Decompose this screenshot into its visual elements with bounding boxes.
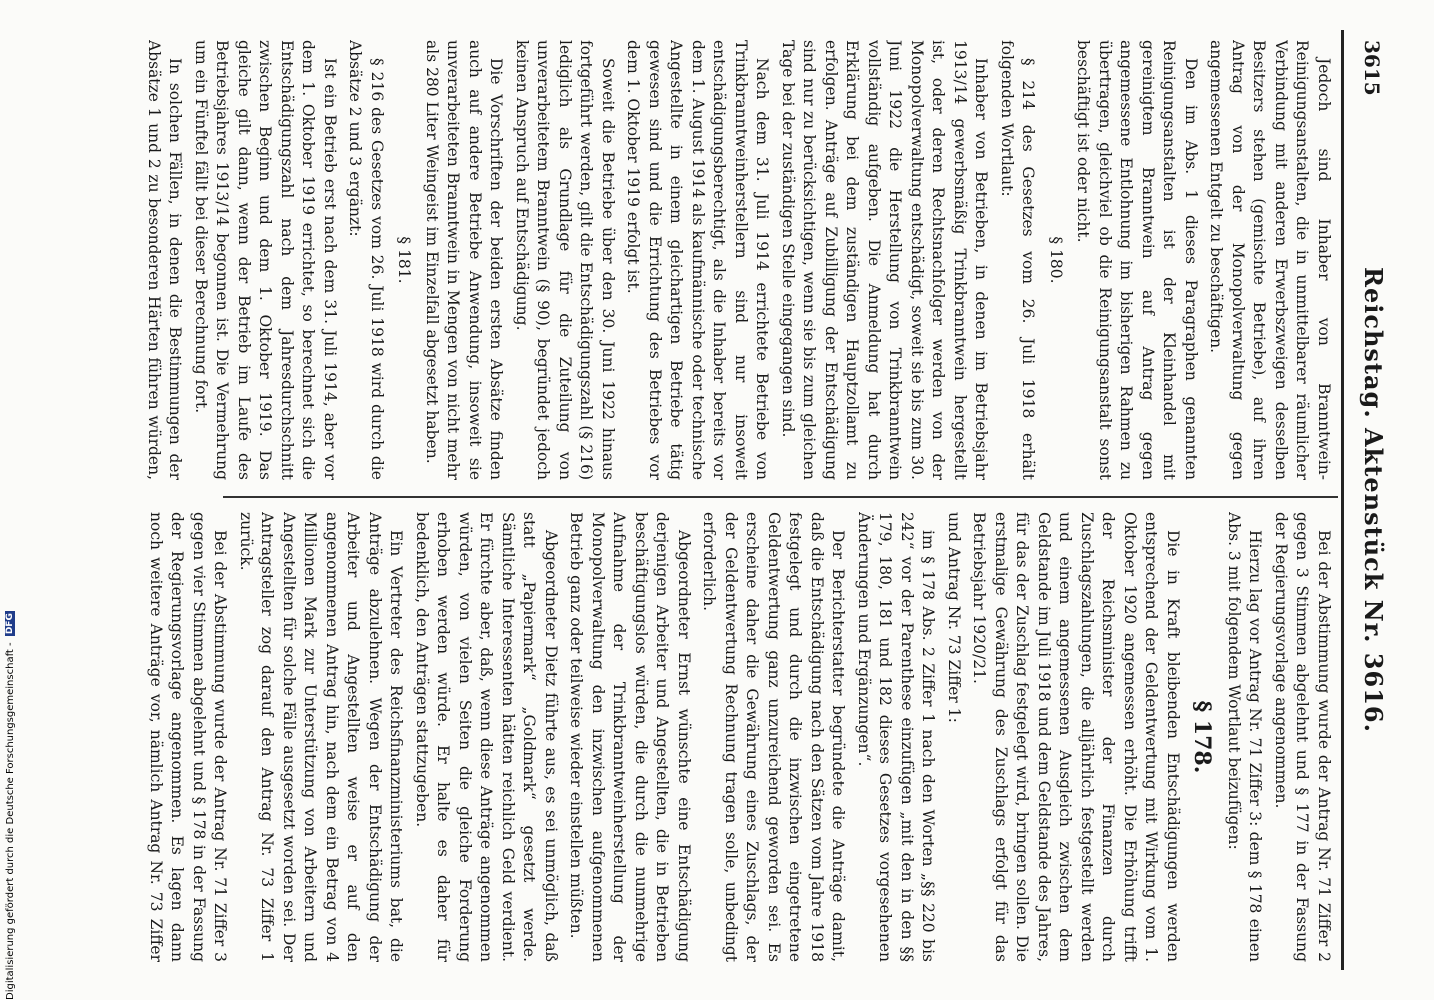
right-column bbox=[144, 512, 1334, 962]
page-number: 3615 bbox=[1360, 40, 1384, 96]
paragraph: Die in Kraft bleibenden Entschädigungen werden entsprechend der Geldentwertung mit Wirkung vom 1. Oktober 1920 angemessen erhöht. Die Erhöhung trifft der Reichsminister der Finanzen durch Zuschlagszahlungen, die alljährlich festgestellt werden und einem angemessenen Ausgleich zwischen dem Geldstande im Juli 1918 und dem Geldstande des Jahres, für das der Zuschlag festgelegt wird, bringen sollen. Die erstmalige Gewährung des Zuschlags erfolgt für das Betriebsjahr 1920/21. bbox=[970, 512, 1182, 962]
paragraph: Soweit die Betriebe über den 30. Juni 1922 hinaus fortgeführt werden, gilt die Entschädigungszahl (§ 216) lediglich als Grundlage für die Zuteilung von unverarbeitetem Branntwein (§ 90), begründet jedoch keinen Anspruch auf Entschädigung. bbox=[513, 40, 617, 480]
paragraph: Hierzu lag vor Antrag Nr. 71 Ziffer 3: dem § 178 einen Abs. 3 mit folgendem Wortlaut beizufügen: bbox=[1225, 512, 1265, 962]
rotated-document-page bbox=[100, 0, 1390, 1000]
dfg-logo-icon: DFG bbox=[5, 613, 15, 635]
paragraph: Inhaber von Betrieben, in denen im Betriebsjahr 1913/14 gewerbsmäßig Trinkbranntwein hergestellt ist, oder deren Rechtsnachfolger werden von der Monopolverwaltung entschädigt, soweit sie bis zum 30. Juni 1922 die Herstellung von Trinkbranntwein vollständig aufgeben. Die Anmeldung hat durch Erklärung bei dem zuständigen Hauptzollamt zu erfolgen. Anträge auf Zubilligung der Entschädigung sind nur zu berücksichtigen, wenn sie bis zum gleichen Tage bei der zuständigen Stelle eingegangen sind. bbox=[779, 40, 991, 480]
paragraph: und Antrag Nr. 73 Ziffer 1: bbox=[945, 512, 963, 723]
paragraph: § 214 des Gesetzes vom 26. Juli 1918 erhält folgenden Wortlaut: bbox=[998, 40, 1038, 480]
paragraph: Abgeordneter Dietz führte aus, es sei unmöglich, daß statt „Papiermark“ „Goldmark“ gesetzt werde. Sämtliche Interessenten hätten reichlich Geld verdient. Er fürchte aber, daß, wenn diese Anträge angenommen würden, von vielen Seiten die gleiche Forderung erhoben werden würde. Er halte es daher für bedenklich, den Anträgen stattzugeben. bbox=[413, 512, 560, 962]
section-heading: § 180. bbox=[1047, 236, 1065, 284]
section-heading-large: § 178. bbox=[1189, 700, 1216, 774]
section-heading: § 181. bbox=[395, 236, 414, 284]
column-divider bbox=[223, 496, 1338, 498]
paragraph: Bei der Abstimmung wurde der Antrag Nr. 71 Ziffer 2 gegen 3 Stimmen abgelehnt und § 177 in der Fassung der Regierungsvorlage angenommen. bbox=[1272, 512, 1333, 962]
paragraph: im § 178 Abs. 2 Ziffer 1 nach den Worten „§§ 220 bis 242“ vor der Parenthese einzufügen „mit den in den §§ 179, 180, 181 und 182 dieses Gesetzes vorgesehenen Änderungen und Ergänzungen“. bbox=[855, 512, 938, 962]
page-title: Reichstag. Aktenstück Nr. 3616. bbox=[1359, 267, 1388, 733]
paragraph: Nach dem 31. Juli 1914 errichtete Betriebe von Trinkbranntweinherstellern sind nur insoweit entschädigungsberechtigt, als die Inhaber bereits vor dem 1. August 1914 als kaufmännische oder technische Angestellte in einem gleichartigen Betriebe tätig gewesen sind und die Errichtung des Betriebes vor dem 1. Oktober 1919 erfolgt ist. bbox=[624, 40, 772, 480]
paragraph: Die Vorschriften der beiden ersten Absätze finden auch auf andere Betriebe Anwendung, insoweit sie unverarbeiteten Branntwein in Mengen von nicht mehr als 280 Liter Weingeist im Einzelfall abgesetzt haben. bbox=[423, 40, 506, 480]
digitization-credit bbox=[5, 0, 19, 1000]
paragraph: Bei der Abstimmung wurde der Antrag Nr. 71 Ziffer 3 gegen vier Stimmen abgelehnt und § 178 in der Fassung der Regierungsvorlage angenommen. Es lagen dann noch weitere Anträge vor, nämlich Antrag Nr. 73 Ziffer bbox=[147, 512, 230, 962]
paragraph: Jedoch sind Inhaber von Branntwein-Reinigungsanstalten, die in unmittelbarer räumlicher Verbindung mit anderen Erwerbszweigen desselben Besitzers stehen (gemischte Betriebe), auf ihren Antrag von der Monopolverwaltung gegen angemessenen Entgelt zu beschäftigen. bbox=[1207, 40, 1333, 480]
credit-text: Digitalisierung gefördert durch die Deutsche Forschungsgemeinschaft - bbox=[5, 642, 16, 1000]
paragraph: In solchen Fällen, in denen die Bestimmungen der Absätze 1 und 2 zu besonderen Härten führen würden, bbox=[145, 40, 185, 480]
paragraph: Abgeordneter Ernst wünschte eine Entschädigung derjenigen Arbeiter und Angestellten, die in Betrieben beschäftigungslos würden, die durch die nunmehrige Aufnahme der Trinkbranntweinherstellung der Monopolverwaltung den inzwischen aufgenommenen Betrieb ganz oder teilweise wieder einstellen müßten. bbox=[567, 512, 693, 962]
left-column bbox=[144, 40, 1334, 480]
paragraph: Ein Vertreter des Reichsfinanzministeriums bat, die Anträge abzulehnen. Wegen der Entschädigung der Arbeiter und Angestellten weise er auf den angenommenen Antrag hin, nach dem ein Betrag von 4 Millionen Mark zur Unterstützung von Arbeitern und Angestellten für solche Fälle ausgesetzt worden sei. Der Antragsteller zog darauf den Antrag Nr. 73 Ziffer 1 zurück. bbox=[237, 512, 406, 962]
page-header bbox=[1350, 40, 1390, 960]
header-rule bbox=[1341, 30, 1344, 970]
paragraph: Der Berichterstatter begründete die Anträge damit, daß die Entschädigung nach den Sätzen vom Jahre 1918 festgelegt und durch die inzwischen eingetretene Geldentwertung ganz unzureichend geworden sei. Es erscheine daher die Gewährung eines Zuschlags, der der Geldentwertung Rechnung tragen solle, unbedingt erforderlich. bbox=[700, 512, 848, 962]
paragraph: Ist ein Betrieb erst nach dem 31. Juli 1914, aber vor dem 1. Oktober 1919 errichtet, so berechnet sich die Entschädigungszahl nach dem Jahresdurchschnitt zwischen Beginn und dem 1. Oktober 1919. Das gleiche gilt dann, wenn der Betrieb im Laufe des Betriebsjahres 1913/14 begonnen ist. Die Vermehrung um ein Fünftel fällt bei dieser Berechnung fort. bbox=[192, 40, 339, 480]
paragraph: § 216 des Gesetzes vom 26. Juli 1918 wird durch die Absätze 2 und 3 ergänzt: bbox=[346, 40, 386, 480]
paragraph: Den im Abs. 1 dieses Paragraphen genannten Reinigungsanstalten ist der Kleinhandel mit gereinigtem Branntwein auf Antrag gegen angemessene Entlohnung im bisherigen Rahmen zu übertragen, gleichviel ob die Reinigungsanstalt sonst beschäftigt ist oder nicht. bbox=[1074, 40, 1200, 480]
